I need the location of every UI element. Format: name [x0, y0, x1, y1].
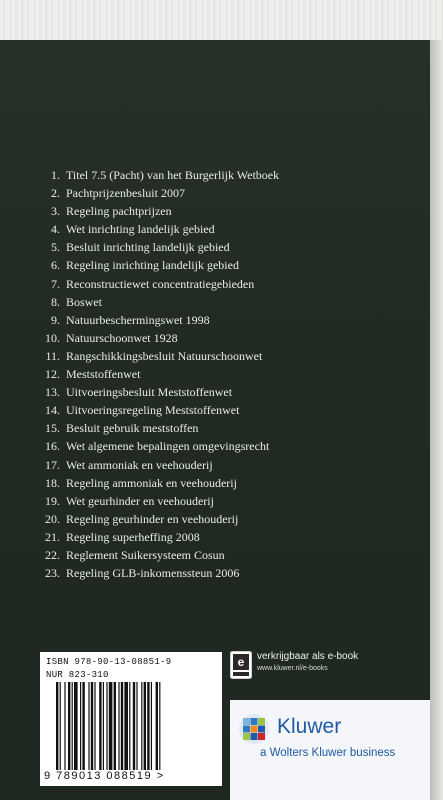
page-edge: [0, 0, 443, 44]
barcode-bar: [136, 682, 137, 770]
toc-item-title: Uitvoeringsbesluit Meststoffenwet: [66, 385, 233, 400]
barcode-bar: [144, 682, 146, 770]
toc-item: [30, 383, 420, 401]
toc-item-number: 2.: [51, 186, 60, 201]
toc-item: [30, 293, 420, 311]
toc-item: [30, 166, 420, 184]
toc-item: [30, 510, 420, 528]
toc-item-title: Regeling ammoniak en veehouderij: [66, 475, 237, 490]
toc-item-title: Regeling GLB-inkomenssteun 2006: [66, 566, 240, 581]
toc-item: [30, 238, 420, 256]
barcode-bar: [56, 682, 58, 770]
toc-item: [30, 528, 420, 546]
toc-item-number: 3.: [51, 204, 60, 219]
barcode-bar: [88, 682, 89, 770]
toc-item-title: Regeling inrichting landelijk gebied: [66, 258, 239, 273]
toc-item: [30, 347, 420, 365]
toc-item-number: 13.: [45, 385, 60, 400]
toc-item-number: 12.: [45, 367, 60, 382]
barcode-bar: [159, 682, 160, 770]
toc-item-number: 7.: [51, 276, 60, 291]
toc-item-title: Reconstructiewet concentratiegebieden: [66, 276, 255, 291]
barcode-bar: [156, 682, 158, 770]
toc-item-title: Reglement Suikersysteem Cosun: [66, 547, 225, 562]
toc-item-title: Uitvoeringsregeling Meststoffenwet: [66, 403, 240, 418]
barcode-bar: [68, 682, 70, 770]
barcode-bar: [133, 682, 135, 770]
nur-text: NUR 823-310: [46, 670, 109, 680]
toc-item-title: Pachtprijzenbesluit 2007: [66, 186, 185, 201]
toc-item-title: Wet inrichting landelijk gebied: [66, 222, 215, 237]
barcode-bar: [60, 682, 61, 770]
kluwer-logo-icon: [238, 713, 270, 745]
toc-item: [30, 456, 420, 474]
toc-item: [30, 546, 420, 564]
toc-item: [30, 474, 420, 492]
ebook-availability-label: verkrijgbaar als e-book: [257, 651, 359, 662]
barcode-bar: [114, 682, 116, 770]
barcode-bar: [80, 682, 81, 770]
toc-item-number: 5.: [51, 240, 60, 255]
toc-item-title: Regeling pachtprijzen: [66, 204, 172, 219]
toc-item: [30, 564, 420, 582]
barcode-bar: [74, 682, 78, 770]
toc-item-number: 18.: [45, 475, 60, 490]
toc-item: [30, 256, 420, 274]
toc-item-title: Regeling superheffing 2008: [66, 529, 200, 544]
barcode-bar: [72, 682, 73, 770]
barcode-bar: [109, 682, 113, 770]
toc-item-number: 21.: [45, 529, 60, 544]
toc-item-title: Meststoffenwet: [66, 367, 141, 382]
toc-item-title: Titel 7.5 (Pacht) van het Burgerlijk Wetboek: [66, 168, 280, 182]
table-of-contents: [30, 166, 420, 582]
toc-item-title: Natuurbeschermingswet 1998: [66, 312, 210, 327]
toc-item: [30, 311, 420, 329]
toc-item-number: 8.: [51, 294, 60, 309]
barcode-bar: [106, 682, 107, 770]
toc-item-title: Natuurschoonwet 1928: [66, 330, 178, 345]
barcode-bar: [99, 682, 101, 770]
barcode-bar: [129, 682, 130, 770]
barcode-bar: [82, 682, 84, 770]
barcode-bar: [147, 682, 149, 770]
toc-item-number: 15.: [45, 421, 60, 436]
toc-item-number: 4.: [51, 222, 60, 237]
toc-item-number: 14.: [45, 403, 60, 418]
toc-item-number: 6.: [51, 258, 60, 273]
toc-item-number: 10.: [45, 330, 60, 345]
ebook-icon: [230, 651, 252, 679]
isbn-barcode-label: [40, 652, 222, 786]
barcode-bar: [151, 682, 152, 770]
isbn-text: ISBN 978-90-13-08851-9: [46, 657, 172, 667]
barcode-bar: [103, 682, 104, 770]
toc-item-title: Boswet: [66, 294, 102, 309]
toc-item-title: Regeling geurhinder en veehouderij: [66, 511, 239, 526]
toc-item-number: 16.: [45, 439, 60, 454]
barcode-bar: [121, 682, 123, 770]
toc-item-title: Wet algemene bepalingen omgevingsrecht: [66, 439, 270, 454]
toc-item: [30, 419, 420, 437]
toc-item: [30, 437, 420, 455]
svg-text:e: e: [237, 655, 245, 669]
publisher-name: Kluwer: [277, 715, 342, 738]
barcode-digits: 9 789013 088519 >: [44, 770, 165, 782]
toc-item: [30, 365, 420, 383]
toc-item: [30, 220, 420, 238]
barcode: [54, 682, 214, 770]
ebook-url: www.kluwer.nl/e-books: [257, 665, 328, 672]
toc-item-title: Besluit inrichting landelijk gebied: [66, 240, 230, 255]
toc-item-title: Wet geurhinder en veehouderij: [66, 493, 214, 508]
toc-item: [30, 492, 420, 510]
barcode-bar: [141, 682, 142, 770]
toc-item-title: Rangschikkingsbesluit Natuurschoonwet: [66, 348, 263, 363]
toc-item-number: 9.: [51, 312, 60, 327]
toc-item-number: 11.: [45, 348, 60, 363]
barcode-bar: [91, 682, 93, 770]
toc-item-title: Wet ammoniak en veehouderij: [66, 457, 213, 472]
toc-item-number: 20.: [45, 511, 60, 526]
barcode-bar: [64, 682, 65, 770]
toc-item: [30, 184, 420, 202]
barcode-bar: [94, 682, 95, 770]
toc-item: [30, 329, 420, 347]
toc-item: [30, 401, 420, 419]
toc-item-number: 17.: [45, 457, 60, 472]
toc-item-number: 1.: [51, 168, 60, 182]
toc-item-title: Besluit gebruik meststoffen: [66, 421, 199, 436]
toc-item-number: 23.: [45, 566, 60, 581]
publisher-tagline: a Wolters Kluwer business: [260, 747, 396, 759]
cover-edge-shadow: [430, 40, 443, 800]
toc-item-number: 19.: [45, 493, 60, 508]
toc-item-number: 22.: [45, 547, 60, 562]
toc-item: [30, 275, 420, 293]
barcode-bar: [124, 682, 128, 770]
toc-item: [30, 202, 420, 220]
barcode-bar: [118, 682, 119, 770]
